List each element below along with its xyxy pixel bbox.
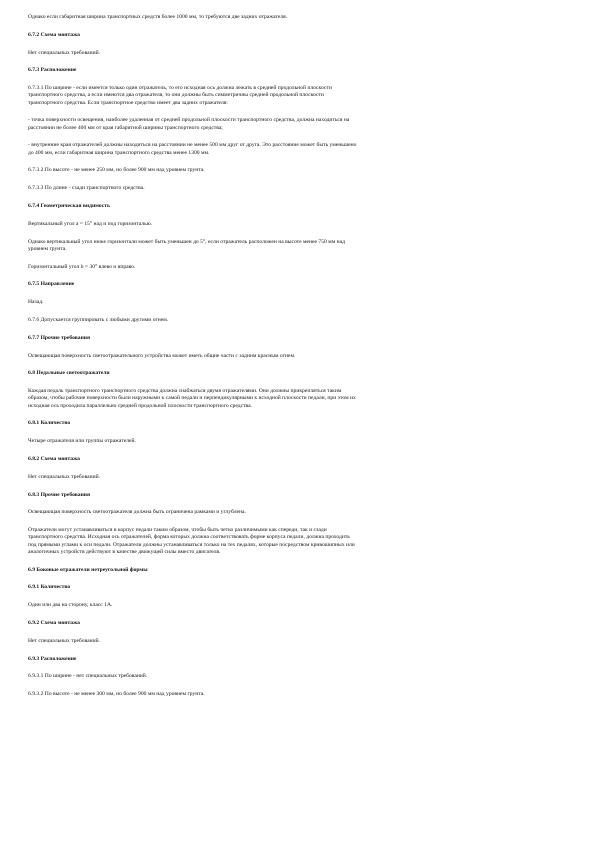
paragraph: Освещающая поверхность светоотражателя должна быть ограничена рамками и углублена. [28, 509, 246, 516]
paragraph: Вертикальный угол a = 15° над и под горизонталью. [28, 220, 153, 227]
section-heading: 6.7.4 Геометрическая видимость [28, 202, 110, 209]
section-heading: 6.8.1 Количество [28, 420, 71, 427]
paragraph: Однако если габаритная ширина транспортных средств более 1000 мм, то требуются две задних отражателя. [28, 14, 288, 20]
paragraph: Освещающая поверхность светоотражательного устройства может иметь общие части с задним красным огнем. [28, 352, 296, 359]
paragraph: 6.7.3.2 По высоте - не менее 250 мм, но более 900 мм над уровнем грунта. [28, 167, 205, 174]
paragraph: Каждая педаль транспортного транспортного средства должна снабжаться двумя отражателями. Они должны прикрепляться таким образом, чтобы рабочие поверхности были наружными к самой педали и перпендикулярными к исходной плоскости педали, при этом их исходная ось проходила параллельно средней продольной плоскости транспортного средства. [28, 388, 356, 409]
section-heading: 6.7.7 Прочие требования [28, 334, 91, 341]
paragraph: 6.7.6 Допускается группировать с любыми другими огнем. [28, 316, 169, 323]
section-heading: 6.7.3 Расположение [28, 67, 77, 74]
paragraph: - внутренние края отражателей должны находиться на расстоянии не менее 500 мм друг от друга. Это расстояние может быть уменьшено до 400 мм, если габаритная ширина транспортного средства менее 1300 мм. [28, 142, 357, 156]
paragraph: 6.9.3.2 По высоте - не менее 300 мм, но более 900 мм над уровнем грунта. [28, 691, 205, 698]
section-heading: 6.8.2 Схема монтажа [28, 455, 80, 462]
paragraph: Нет специальных требований. [28, 637, 100, 644]
section-heading: 6.8.3 Прочие требования [28, 491, 91, 498]
paragraph: Горизонтальный угол b = 30° влево и вправо. [28, 263, 136, 270]
section-heading: 6.9.3 Расположение [28, 655, 77, 662]
paragraph: Нет специальных требований. [28, 49, 100, 56]
section-heading: 6.9.1 Количество [28, 584, 71, 591]
section-heading: 6.7.5 Направление [28, 281, 75, 288]
paragraph: Нет специальных требований. [28, 473, 100, 480]
paragraph: Отражатели могут устанавливаться в корпус педали таким образом, чтобы быть четко различимыми как спереди, так и сзади транспортного средства. Исходная ось отражателей, форма которых должна соответствовать форме корпуса педали, должна проходить под прямыми углами к оси педали. Отражатели должны устанавливаться только на тех педалях, которые посредством кривошипных или аналогичных устройств действуют в качестве движущей силы вместо двигателя. [28, 527, 355, 555]
paragraph: - точка поверхности освещения, наиболее удаленная от средней продольной плоскости транспортного средства, должна находиться на расстоянии не более 400 мм от края габаритной ширины транспортного средства; [28, 117, 350, 131]
paragraph: Один или два на сторону, класс 1А. [28, 602, 113, 609]
paragraph: 6.7.3.3 По длине - сзади транспортного средства. [28, 185, 145, 192]
section-heading: 6.9.2 Схема монтажа [28, 619, 80, 626]
paragraph: 6.7.3.1 По ширине - если имеется только один отражатель, то его исходная ось должна лежать в средней продольной плоскости транспортного средства, а если имеются два отражателя, то они должны быть симметричны средней продольной плоскости транспортного средства. Если транспортное средство имеет два задних отражателя: [28, 85, 332, 106]
section-heading: 6.7.2 Схема монтажа [28, 31, 80, 38]
section-heading: 6.9 Боковые отражатели нетреугольной формы [28, 566, 148, 573]
section-heading: 6.8 Педальные светоотражатели [28, 370, 110, 377]
paragraph: 6.9.3.1 По ширине - нет специальных требований. [28, 673, 148, 680]
paragraph: Четыре отражателя или группы отражателей. [28, 438, 136, 445]
paragraph: Назад. [28, 299, 44, 306]
paragraph: Однако вертикальный угол ниже горизонтали может быть уменьшен до 5°, если отражатель расположен на высоте менее 750 мм над уровнем грунта. [28, 238, 345, 252]
